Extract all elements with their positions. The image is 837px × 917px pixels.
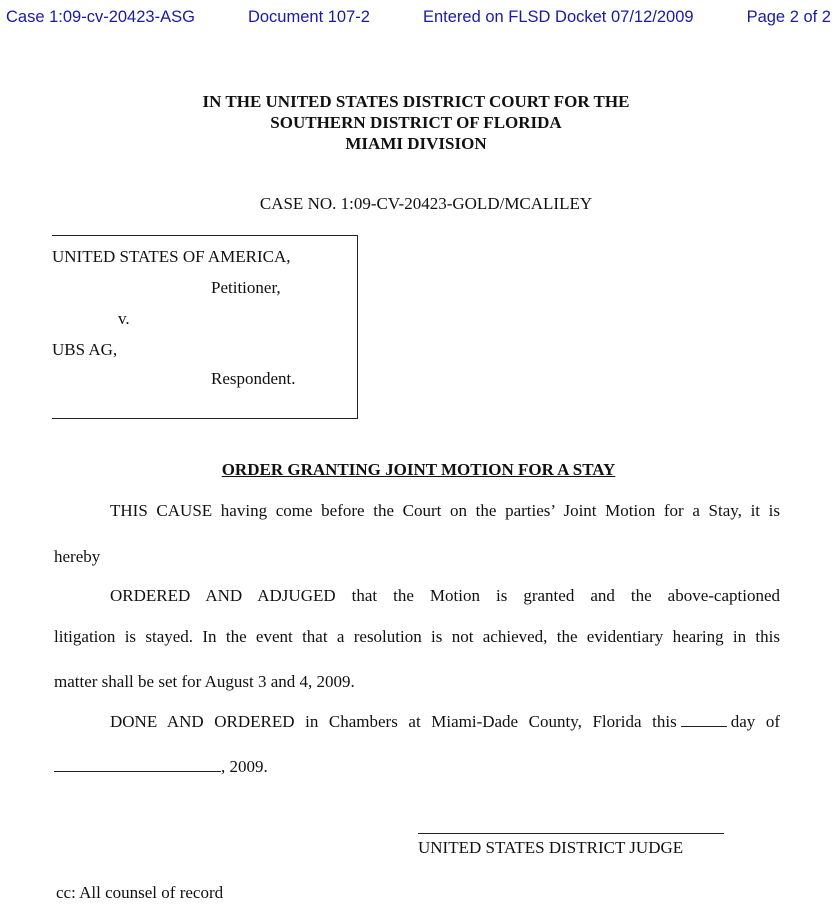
day-of-text: day of bbox=[730, 712, 780, 731]
day-blank-line bbox=[681, 712, 727, 727]
court-heading-line2: SOUTHERN DISTRICT OF FLORIDA bbox=[270, 113, 562, 132]
docket-page-number: Page 2 of 2 bbox=[746, 8, 831, 26]
paragraph-1-line-2: hereby bbox=[54, 547, 101, 566]
paragraph-2-line-1: ORDERED AND ADJUGED that the Motion is granted and the above-captioned bbox=[110, 586, 780, 605]
docket-entered-date: Entered on FLSD Docket 07/12/2009 bbox=[422, 8, 694, 26]
respondent-name: UBS AG, bbox=[52, 340, 118, 359]
paragraph-2-line-3: matter shall be set for August 3 and 4, 2009. bbox=[54, 672, 355, 691]
court-heading bbox=[0, 91, 837, 154]
month-blank-line bbox=[54, 757, 221, 772]
paragraph-3-line-1 bbox=[54, 712, 780, 732]
case-caption-box bbox=[52, 235, 358, 419]
case-number: CASE NO. 1:09-CV-20423-GOLD/MCALILEY bbox=[259, 194, 593, 213]
docket-document-number: Document 107-2 bbox=[247, 8, 370, 26]
paragraph-3-line-2 bbox=[54, 757, 780, 777]
docket-header bbox=[6, 8, 831, 27]
docket-case-number: Case 1:09-cv-20423-ASG bbox=[6, 8, 195, 26]
paragraph-1-line-1: THIS CAUSE having come before the Court on the parties’ Joint Motion for a Stay, it is bbox=[110, 501, 780, 520]
petitioner-role: Petitioner, bbox=[211, 278, 281, 297]
court-heading-line1: IN THE UNITED STATES DISTRICT COURT FOR THE bbox=[202, 92, 630, 111]
order-title-text: ORDER GRANTING JOINT MOTION FOR A STAY bbox=[221, 460, 616, 479]
done-and-ordered-text: DONE AND ORDERED in Chambers at Miami-Dade County, Florida this bbox=[110, 712, 677, 731]
court-heading-line3: MIAMI DIVISION bbox=[345, 134, 487, 153]
petitioner-name: UNITED STATES OF AMERICA, bbox=[52, 247, 291, 266]
signature-line bbox=[418, 833, 724, 834]
signature-label: UNITED STATES DISTRICT JUDGE bbox=[418, 838, 684, 857]
cc-line: cc: All counsel of record bbox=[56, 883, 224, 902]
paragraph-2-line-2: litigation is stayed. In the event that a resolution is not achieved, the evidentiary hearing in this bbox=[54, 627, 780, 646]
respondent-role: Respondent. bbox=[211, 369, 296, 388]
versus-label: v. bbox=[118, 309, 130, 328]
year-text: , 2009. bbox=[221, 757, 268, 776]
order-title bbox=[0, 460, 837, 480]
